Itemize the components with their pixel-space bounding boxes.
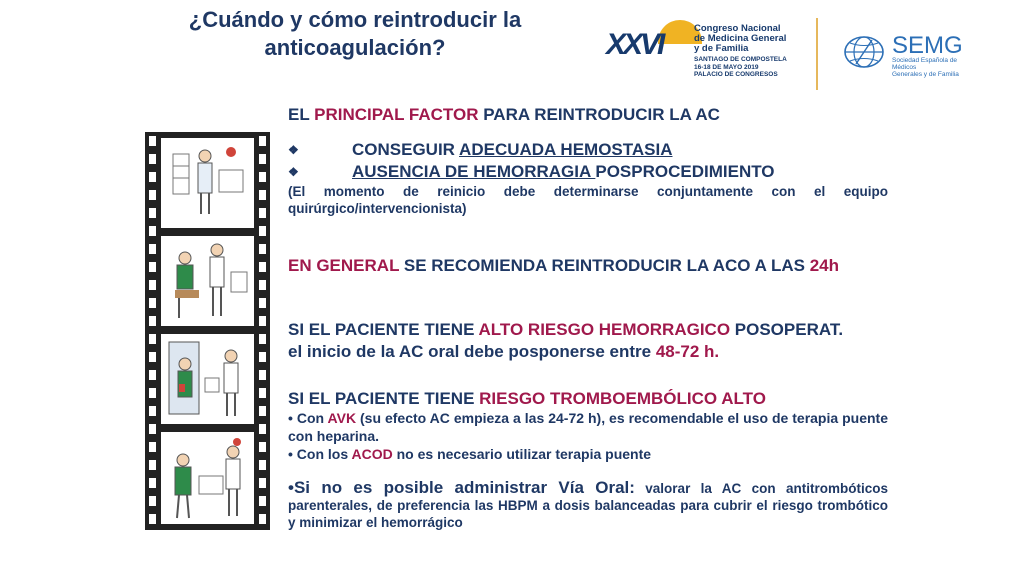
semg-logo bbox=[840, 30, 980, 78]
door-visit-scene bbox=[161, 334, 254, 424]
slide-content bbox=[288, 104, 888, 531]
diamond-bullet-icon: ❖ bbox=[288, 143, 299, 157]
congress-numeral: XXVI bbox=[606, 28, 663, 61]
semg-subtitle: Sociedad Española de Médicos Generales y de Familia bbox=[892, 57, 959, 78]
globe-icon bbox=[842, 34, 886, 70]
oral-route-text: •Si no es posible administrar Vía Oral: valorar la AC con antitrombóticos parenterales, de preferencia las HBPM a dosis balanceadas para cubrir el riesgo trombótico y minimizar el hemorrágico bbox=[288, 478, 888, 530]
congress-name: Congreso Nacional de Medicina General y de Familia bbox=[694, 23, 787, 54]
logo-divider bbox=[816, 18, 818, 90]
semg-name: SEMG bbox=[892, 32, 963, 59]
thrombo-risk-heading: SI EL PACIENTE TIENE RIESGO TROMBOEMBÓLICO ALTO bbox=[288, 389, 766, 408]
list-item: • Con AVK (su efecto AC empieza a las 24-72 h), es recomendable el uso de terapia puente con heparina. bbox=[288, 410, 889, 444]
congress-logo bbox=[600, 18, 800, 80]
pharmacy-scene bbox=[161, 138, 254, 228]
principal-factor-heading: EL PRINCIPAL FACTOR PARA REINTRODUCIR LA AC bbox=[288, 105, 720, 124]
page-title: ¿Cuándo y cómo reintroducir la anticoagulación? bbox=[188, 7, 522, 60]
list-item: ❖ CONSEGUIR ADECUADA HEMOSTASIA bbox=[288, 140, 673, 159]
bleeding-risk-text: SI EL PACIENTE TIENE ALTO RIESGO HEMORRAGICO POSOPERAT. el inicio de la AC oral debe posponerse entre 48-72 h. bbox=[288, 320, 844, 361]
list-item: • Con los ACOD no es necesario utilizar terapia puente bbox=[288, 446, 652, 462]
list-item: ❖ AUSENCIA DE HEMORRAGIA POSPROCEDIMIENTO bbox=[288, 162, 775, 181]
restart-note: (El momento de reinicio debe determinarse conjuntamente con el equipo quirúrgico/intervencionista) bbox=[288, 184, 888, 216]
consultation-scene bbox=[161, 432, 254, 524]
film-strip bbox=[145, 132, 270, 530]
congress-location: SANTIAGO DE COMPOSTELA 16-18 DE MAYO 2019 PALACIO DE CONGRESOS bbox=[694, 56, 787, 78]
general-recommendation: EN GENERAL SE RECOMIENDA REINTRODUCIR LA ACO A LAS 24h bbox=[288, 256, 839, 275]
diamond-bullet-icon: ❖ bbox=[288, 165, 299, 179]
patient-care-scene bbox=[161, 236, 254, 326]
